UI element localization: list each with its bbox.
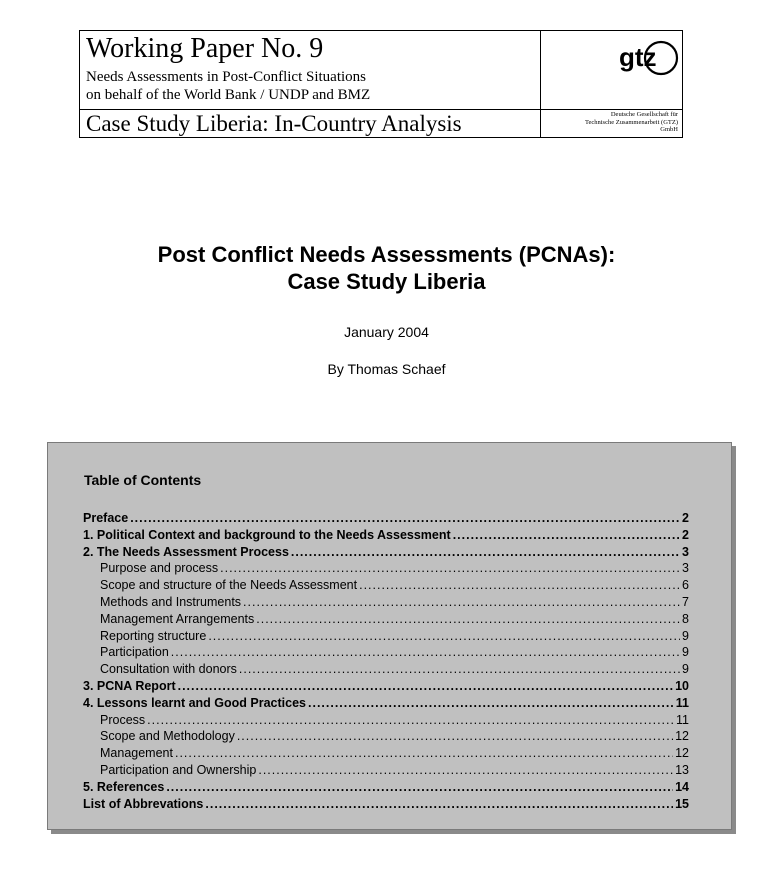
toc-leader-dots	[237, 728, 673, 745]
toc-entry-label: Management	[100, 746, 173, 761]
toc-entry-label: Participation and Ownership	[100, 762, 257, 777]
toc-entry-label: Management Arrangements	[100, 611, 255, 626]
toc-entry[interactable]	[83, 644, 689, 661]
organization-name	[542, 111, 678, 134]
header-left-panel	[80, 31, 541, 137]
toc-entry-page: 14	[675, 779, 689, 794]
org-line-1: Deutsche Gesellschaft für	[610, 111, 678, 118]
working-paper-subtitle-1: Needs Assessments in Post-Conflict Situations	[86, 69, 367, 85]
toc-entry-label: 2. The Needs Assessment Process	[83, 544, 289, 559]
toc-leader-dots	[208, 628, 680, 645]
toc-entry-label: Process	[100, 712, 146, 727]
toc-entry-label: 1. Political Context and background to the Needs Assessment	[83, 527, 451, 542]
toc-entry-page: 12	[675, 746, 689, 761]
case-study-title: Case Study Liberia: In-Country Analysis	[86, 111, 462, 136]
toc-leader-dots	[291, 544, 680, 561]
document-title-line-2: Case Study Liberia	[287, 269, 486, 294]
org-line-2: Technische Zusammenarbeit (GTZ)	[584, 118, 678, 126]
document-date: January 2004	[344, 324, 429, 340]
org-line-3: GmbH	[660, 126, 678, 133]
toc-entry[interactable]	[83, 594, 689, 611]
toc-leader-dots	[166, 779, 673, 796]
toc-entry-label: 4. Lessons learnt and Good Practices	[83, 695, 306, 710]
gtz-logo	[617, 40, 679, 76]
table-of-contents	[47, 442, 732, 830]
toc-entry[interactable]	[83, 779, 689, 796]
toc-list	[83, 510, 689, 812]
toc-entry-page: 12	[675, 729, 689, 744]
toc-leader-dots	[256, 611, 680, 628]
toc-entry-page: 9	[682, 662, 689, 677]
toc-leader-dots	[243, 594, 680, 611]
toc-entry[interactable]	[83, 728, 689, 745]
toc-entry[interactable]	[83, 796, 689, 813]
toc-entry-label: 3. PCNA Report	[83, 678, 176, 693]
toc-entry[interactable]	[83, 695, 689, 712]
toc-entry-page: 13	[675, 762, 689, 777]
toc-entry[interactable]	[83, 762, 689, 779]
toc-leader-dots	[239, 661, 680, 678]
working-paper-subtitle-2: on behalf of the World Bank / UNDP and BMZ	[86, 87, 371, 103]
toc-entry-label: Consultation with donors	[100, 662, 237, 677]
toc-entry-page: 2	[682, 527, 689, 542]
toc-entry-label: Purpose and process	[100, 561, 219, 576]
toc-entry-label: Methods and Instruments	[100, 594, 242, 609]
gtz-logo-text: gtz	[619, 42, 657, 72]
toc-leader-dots	[130, 510, 680, 527]
toc-entry-label: Reporting structure	[100, 628, 207, 643]
toc-entry[interactable]	[83, 577, 689, 594]
toc-entry-label: Scope and structure of the Needs Assessment	[100, 578, 358, 593]
toc-entry-label: Preface	[83, 511, 129, 525]
document-title	[0, 241, 773, 295]
toc-entry[interactable]	[83, 560, 689, 577]
toc-entry[interactable]	[83, 544, 689, 561]
toc-entry[interactable]	[83, 527, 689, 544]
toc-entry-page: 6	[682, 578, 689, 593]
toc-entry-page: 15	[675, 796, 689, 811]
toc-entry[interactable]	[83, 628, 689, 645]
toc-leader-dots	[258, 762, 673, 779]
toc-entry[interactable]	[83, 678, 689, 695]
toc-leader-dots	[308, 695, 674, 712]
toc-entry-page: 11	[676, 712, 689, 727]
toc-entry[interactable]	[83, 611, 689, 628]
toc-leader-dots	[205, 796, 673, 813]
toc-entry-page: 3	[682, 544, 689, 559]
document-author: By Thomas Schaef	[327, 361, 446, 377]
toc-entry[interactable]	[83, 712, 689, 729]
toc-entry-page: 2	[682, 511, 689, 525]
toc-entry-page: 9	[682, 628, 689, 643]
toc-entry-page: 3	[682, 561, 689, 576]
toc-leader-dots	[453, 527, 680, 544]
toc-entry[interactable]	[83, 745, 689, 762]
document-title-line-1: Post Conflict Needs Assessments (PCNAs):	[157, 242, 616, 267]
toc-entry-label: 5. References	[83, 779, 165, 794]
toc-leader-dots	[147, 712, 674, 729]
toc-leader-dots	[220, 560, 680, 577]
toc-entry[interactable]	[83, 510, 689, 527]
toc-entry-page: 11	[675, 695, 689, 710]
toc-entry-label: List of Abbrevations	[83, 796, 204, 811]
toc-entry[interactable]	[83, 661, 689, 678]
header-box	[79, 30, 683, 138]
toc-entry-page: 10	[675, 678, 689, 693]
toc-entry-label: Participation	[100, 645, 169, 660]
toc-entry-page: 8	[682, 611, 689, 626]
header-divider	[80, 109, 682, 110]
toc-entry-page: 7	[682, 594, 689, 609]
working-paper-title: Working Paper No. 9	[86, 33, 324, 64]
header-right-panel	[540, 31, 682, 137]
toc-entry-label: Scope and Methodology	[100, 729, 235, 744]
toc-heading: Table of Contents	[84, 472, 202, 488]
toc-leader-dots	[175, 745, 673, 762]
toc-entry-page: 9	[682, 645, 689, 660]
toc-leader-dots	[359, 577, 680, 594]
toc-leader-dots	[178, 678, 673, 695]
toc-leader-dots	[171, 644, 680, 661]
